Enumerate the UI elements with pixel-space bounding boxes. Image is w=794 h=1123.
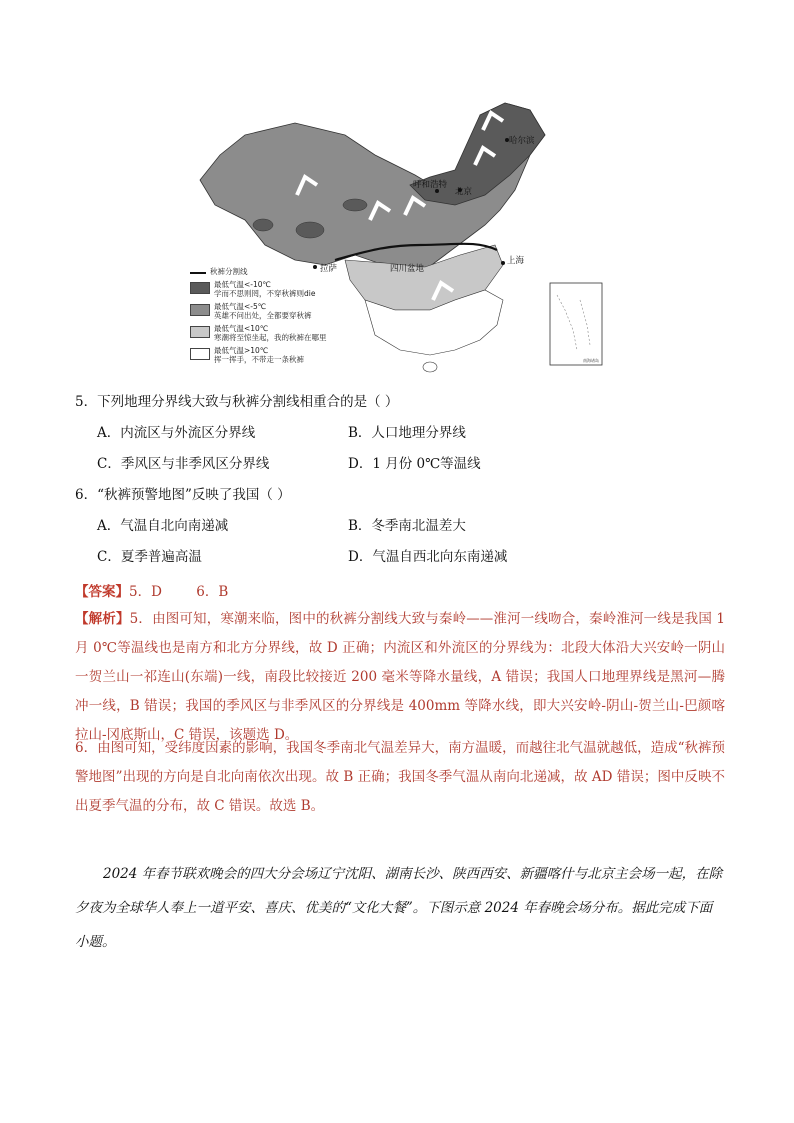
legend-item-desc: 寒潮将至惊坐起，我的秋裤在哪里 xyxy=(214,333,327,342)
legend-item-title: 最低气温<-10℃ xyxy=(214,280,271,289)
analysis-q5-text: 5．由图可知，寒潮来临，图中的秋裤分割线大致与秦岭——淮河一线吻合，秦岭淮河一线是我国 1 月 0℃等温线也是南方和北方分界线，故 D 正确；内流区和外流区的分界线为：北段大体沿大兴安岭一阴山一贺兰山一祁连山(东端)一线，南段比较接近 200 毫米等降水量线，A 错误；我国人口地理界线是黑河—腾冲一线，B 错误；我国的季风区与非季风区的分界线是 400mm 等降水线，即大兴安岭-阴山-贺兰山-巴颜喀拉山-冈底斯山，C 错误，该题选 D。 xyxy=(75,611,726,743)
label-hohhot: 呼和浩特 xyxy=(413,180,448,190)
answer-line xyxy=(75,580,228,600)
q6-option-a[interactable]: A．气温自北向南递减 xyxy=(97,518,229,534)
q6-option-c[interactable]: C．夏季普遍高温 xyxy=(97,549,202,565)
label-shanghai: 上海 xyxy=(507,256,525,266)
legend-item xyxy=(190,346,390,364)
q5-option-a[interactable]: A．内流区与外流区分界线 xyxy=(97,425,256,441)
legend-swatch xyxy=(190,326,210,338)
q6-option-d[interactable]: D．气温自西北向东南递减 xyxy=(348,549,508,565)
analysis-q5 xyxy=(75,605,725,750)
q5-option-d[interactable]: D．1 月份 0℃等温线 xyxy=(348,456,481,472)
legend-line-swatch xyxy=(190,272,206,274)
legend-swatch xyxy=(190,304,210,316)
legend-line-label: 秋裤分割线 xyxy=(210,267,248,276)
legend-item-title: 最低气温>10℃ xyxy=(214,346,269,355)
legend-item-title: 最低气温<-5℃ xyxy=(214,302,267,311)
q6-option-b[interactable]: B．冬季南北温差大 xyxy=(348,518,466,534)
legend-item-desc: 挥一挥手，不带走一条秋裤 xyxy=(214,355,304,364)
legend-item xyxy=(190,302,390,320)
label-harbin: 哈尔滨 xyxy=(509,136,535,146)
analysis-q6 xyxy=(75,734,725,821)
legend-item xyxy=(190,324,390,342)
q5-option-b[interactable]: B．人口地理分界线 xyxy=(348,425,466,441)
legend-item xyxy=(190,280,390,298)
legend-item-desc: 英雄不问出处，全都要穿秋裤 xyxy=(214,311,312,320)
legend-swatch xyxy=(190,348,210,360)
analysis-tag: 【解析】 xyxy=(75,611,130,627)
legend-item-title: 最低气温<10℃ xyxy=(214,324,269,333)
analysis-q6-text: 6．由图可知，受纬度因素的影响，我国冬季南北气温差异大，南方温暖，而越往北气温就越低，造成“秋裤预警地图”出现的方向是自北向南依次出现。故 B 正确；我国冬季气温从南向北递减，故 AD 错误；图中反映不出夏季气温的分布，故 C 错误。故选 B。 xyxy=(75,740,725,814)
legend-item-desc: 学而不思则罔，不穿秋裤则die xyxy=(214,289,316,298)
legend-split-line xyxy=(190,267,390,276)
answer-tag: 【答案】 xyxy=(75,584,129,600)
question-5-stem: 5．下列地理分界线大致与秋裤分割线相重合的是（ ） xyxy=(75,394,399,410)
inset-label: 南海诸岛 xyxy=(583,358,599,363)
q5-option-c[interactable]: C．季风区与非季风区分界线 xyxy=(97,456,270,472)
label-lhasa: 拉萨 xyxy=(320,264,338,274)
question-6-stem: 6．“秋裤预警地图”反映了我国（ ） xyxy=(75,487,291,503)
inset-box xyxy=(550,283,602,365)
label-sichuan: 四川盆地 xyxy=(390,264,425,274)
label-beijing: 北京 xyxy=(455,187,473,197)
answer-text: 5．D 6．B xyxy=(129,584,229,600)
next-section-intro: 2024 年春节联欢晚会的四大分会场辽宁沈阳、湖南长沙、陕西西安、新疆喀什与北京主会场一起，在除夕夜为全球华人奉上一道平安、喜庆、优美的“文化大餐”。下图示意 2024 年春晚会场分布。据此完成下面小题。 xyxy=(75,866,723,950)
map-legend xyxy=(190,267,390,368)
legend-swatch xyxy=(190,282,210,294)
